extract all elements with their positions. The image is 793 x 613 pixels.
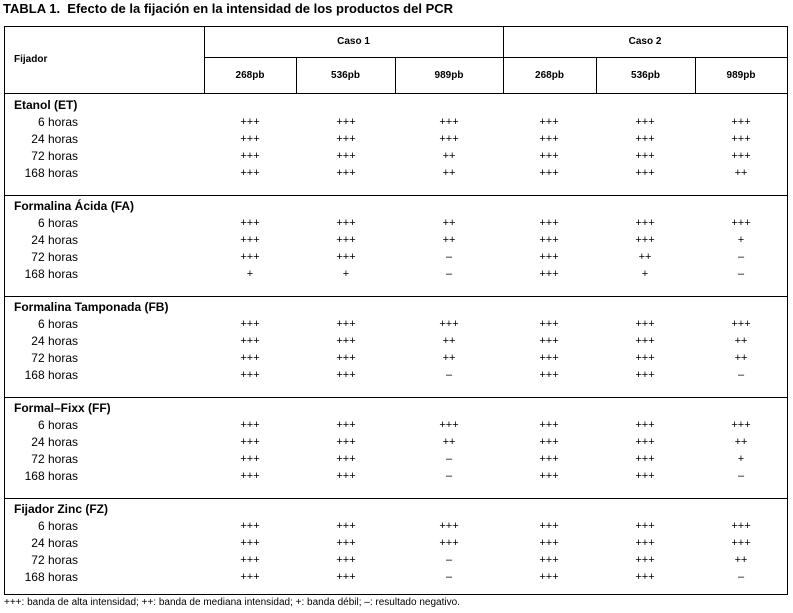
result-cell: +++ [635,520,655,532]
result-cell: +++ [539,453,559,465]
result-cell: +++ [731,217,751,229]
result-cell: +++ [539,436,559,448]
result-cell: +++ [240,554,260,566]
result-cell: +++ [539,133,559,145]
result-cell: ++ [442,217,456,229]
divider [204,57,787,58]
size-header: 268pb [235,70,265,81]
result-cell: +++ [439,116,459,128]
result-cell: – [445,251,453,263]
result-cell: +++ [240,217,260,229]
result-cell: +++ [240,133,260,145]
time-label: 6 horas [37,115,78,129]
result-cell: +++ [539,251,559,263]
result-cell: +++ [731,150,751,162]
group-divider [5,195,787,196]
time-label: 168 horas [24,469,78,483]
result-cell: +++ [731,419,751,431]
result-cell: +++ [731,520,751,532]
result-cell: – [737,571,745,583]
size-header: 268pb [535,70,564,81]
group-title: Formal–Fixx (FF) [14,401,111,415]
result-cell: ++ [442,167,456,179]
result-cell: +++ [635,419,655,431]
result-cell: +++ [336,419,356,431]
time-label: 168 horas [24,368,78,382]
time-label: 168 horas [24,267,78,281]
result-cell: +++ [240,251,260,263]
result-cell: +++ [336,352,356,364]
group-title: Etanol (ET) [14,98,78,112]
result-cell: +++ [539,369,559,381]
table-title: TABLA 1. Efecto de la fijación en la intensidad de los productos del PCR [3,1,454,16]
result-cell: ++ [638,251,652,263]
result-cell: +++ [439,419,459,431]
size-header: 536pb [631,70,660,81]
result-cell: +++ [240,150,260,162]
time-label: 6 horas [37,317,78,331]
result-cell: ++ [442,335,456,347]
result-cell: +++ [240,116,260,128]
time-label: 6 horas [37,216,78,230]
result-cell: ++ [734,167,748,179]
result-cell: +++ [635,167,655,179]
group-divider [5,498,787,499]
size-header: 989pb [726,70,756,81]
time-label: 6 horas [37,418,78,432]
result-cell: +++ [240,470,260,482]
result-cell: +++ [336,217,356,229]
result-cell: +++ [635,453,655,465]
time-label: 72 horas [31,149,78,163]
result-cell: +++ [539,234,559,246]
result-cell: +++ [439,133,459,145]
result-cell: – [445,470,453,482]
result-cell: ++ [442,150,456,162]
result-cell: +++ [635,571,655,583]
result-cell: +++ [336,318,356,330]
group-title: Formalina Tamponada (FB) [14,300,169,314]
result-cell: +++ [439,318,459,330]
result-cell: – [737,470,745,482]
result-cell: +++ [240,436,260,448]
result-cell: ++ [442,352,456,364]
result-cell: + [246,268,254,280]
result-cell: + [737,453,745,465]
time-label: 168 horas [24,166,78,180]
result-cell: +++ [539,268,559,280]
result-cell: ++ [734,352,748,364]
result-cell: – [445,571,453,583]
result-cell: – [737,251,745,263]
footnote: +++: banda de alta intensidad; ++: banda de mediana intensidad; +: banda débil; –: resultado negativo. [4,597,460,608]
result-cell: +++ [336,453,356,465]
result-cell: +++ [240,318,260,330]
result-cell: +++ [539,318,559,330]
result-cell: +++ [336,470,356,482]
result-cell: +++ [539,554,559,566]
result-cell: +++ [731,318,751,330]
fijador-header: Fijador [14,54,48,65]
result-cell: +++ [336,537,356,549]
result-cell: +++ [635,116,655,128]
group-divider [5,397,787,398]
result-cell: +++ [635,150,655,162]
size-header: 989pb [434,70,464,81]
result-cell: ++ [734,335,748,347]
result-cell: +++ [635,352,655,364]
result-cell: +++ [539,167,559,179]
result-cell: +++ [439,520,459,532]
result-cell: + [737,234,745,246]
result-cell: +++ [635,133,655,145]
result-cell: – [445,268,453,280]
result-cell: +++ [635,537,655,549]
result-cell: +++ [539,520,559,532]
result-cell: +++ [240,571,260,583]
result-cell: + [641,268,649,280]
time-label: 72 horas [31,452,78,466]
result-cell: +++ [635,436,655,448]
result-cell: +++ [539,116,559,128]
result-cell: +++ [336,234,356,246]
result-cell: +++ [635,369,655,381]
group-title: Formalina Ácida (FA) [14,199,135,213]
case-1-header: Caso 1 [337,36,370,47]
result-cell: +++ [336,335,356,347]
divider [5,93,787,94]
result-cell: +++ [240,369,260,381]
result-cell: +++ [731,133,751,145]
result-cell: +++ [336,167,356,179]
result-cell: +++ [336,369,356,381]
result-cell: ++ [442,436,456,448]
result-cell: – [445,453,453,465]
time-label: 24 horas [31,233,78,247]
result-cell: – [737,369,745,381]
group-divider [5,296,787,297]
result-cell: ++ [734,436,748,448]
result-cell: – [445,554,453,566]
time-label: 24 horas [31,334,78,348]
time-label: 72 horas [31,553,78,567]
result-cell: +++ [336,554,356,566]
time-label: 72 horas [31,351,78,365]
result-cell: +++ [731,537,751,549]
time-label: 168 horas [24,570,78,584]
result-cell: +++ [336,116,356,128]
result-cell: +++ [336,520,356,532]
result-cell: +++ [539,537,559,549]
result-cell: +++ [336,251,356,263]
result-cell: +++ [539,150,559,162]
result-cell: +++ [539,335,559,347]
result-cell: +++ [539,352,559,364]
result-cell: +++ [336,150,356,162]
result-cell: + [342,268,350,280]
size-header: 536pb [331,70,360,81]
result-cell: +++ [731,116,751,128]
result-cell: +++ [539,571,559,583]
result-cell: +++ [240,335,260,347]
result-cell: +++ [539,419,559,431]
result-cell: +++ [539,470,559,482]
result-cell: – [737,268,745,280]
result-cell: ++ [442,234,456,246]
case-2-header: Caso 2 [628,36,662,47]
result-cell: +++ [240,453,260,465]
result-cell: – [445,369,453,381]
result-cell: +++ [539,217,559,229]
result-cell: +++ [240,352,260,364]
time-label: 24 horas [31,132,78,146]
result-cell: +++ [635,318,655,330]
result-cell: +++ [635,470,655,482]
result-cell: +++ [240,167,260,179]
result-cell: +++ [635,234,655,246]
result-cell: +++ [336,571,356,583]
time-label: 6 horas [37,519,78,533]
results-table [4,26,788,595]
group-title: Fijador Zinc (FZ) [14,502,108,516]
result-cell: +++ [336,133,356,145]
result-cell: +++ [240,234,260,246]
result-cell: ++ [734,554,748,566]
result-cell: +++ [635,335,655,347]
result-cell: +++ [240,537,260,549]
time-label: 24 horas [31,536,78,550]
result-cell: +++ [635,217,655,229]
time-label: 24 horas [31,435,78,449]
result-cell: +++ [635,554,655,566]
result-cell: +++ [240,520,260,532]
time-label: 72 horas [31,250,78,264]
result-cell: +++ [439,537,459,549]
result-cell: +++ [240,419,260,431]
result-cell: +++ [336,436,356,448]
